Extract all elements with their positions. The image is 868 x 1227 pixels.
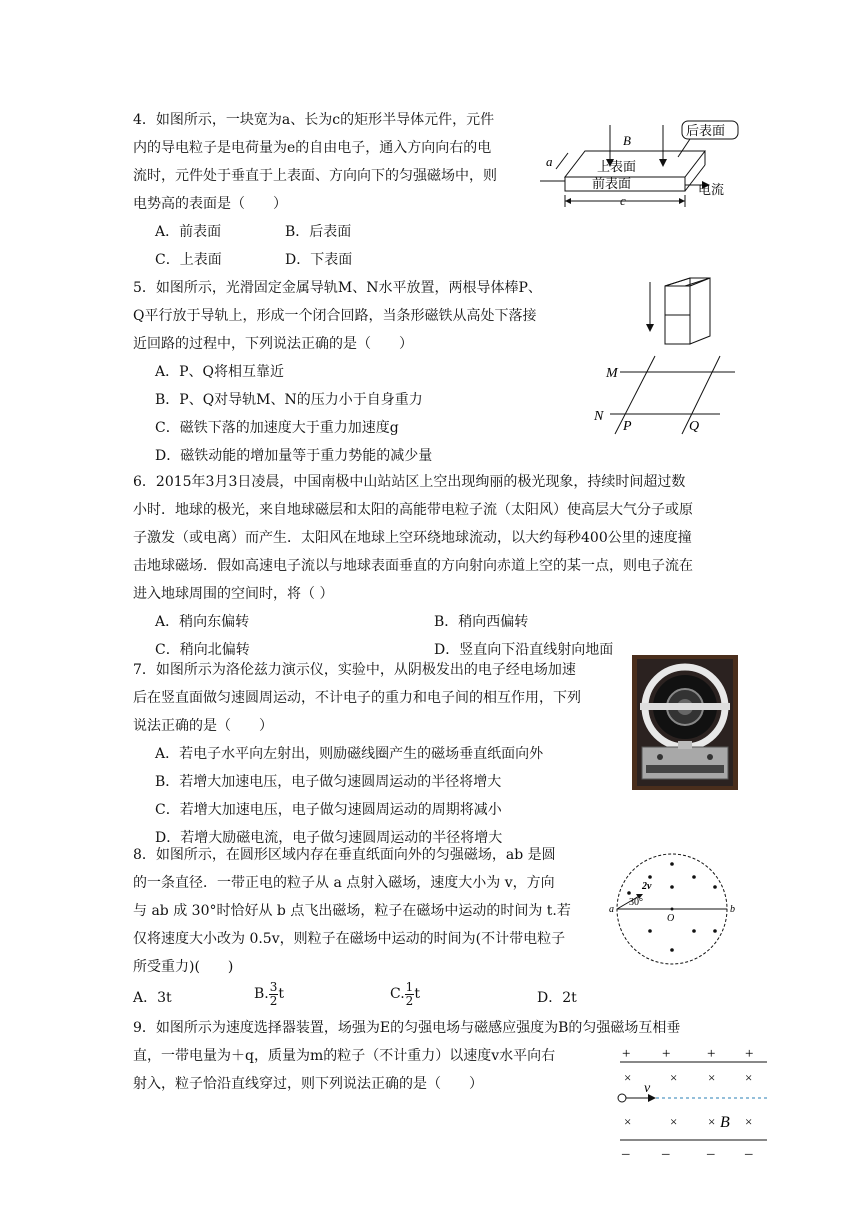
- q8-option-c-den: 2: [405, 993, 414, 1008]
- q8-option-c-prefix: C.: [390, 986, 405, 1002]
- q9-cross-8: ×: [745, 1114, 753, 1129]
- q4-semiconductor-figure: [540, 115, 750, 215]
- q8-circular-field-figure: [605, 845, 745, 975]
- q4-option-c: C．上表面: [155, 252, 222, 268]
- q9-cross-7: ×: [708, 1114, 716, 1129]
- q4-option-d: D．下表面: [285, 252, 353, 268]
- q8-label-o: O: [667, 913, 675, 924]
- q4-label-back: 后表面: [686, 123, 726, 138]
- q8-line-3: 与 ab 成 30°时恰好从 b 点飞出磁场，粒子在磁场中运动的时间为 t.若: [133, 903, 571, 919]
- q9-velocity-selector-figure: [612, 1040, 772, 1160]
- q6-line-3: 子激发（或电离）而产生．太阳风在地球上空环绕地球流动，以大约每秒400公里的速度撞: [133, 530, 692, 546]
- q7-option-c: C．若增大加速电压，电子做匀速圆周运动的周期将减小: [155, 802, 502, 818]
- q8-line-4: 仅将速度大小改为 0.5v，则粒子在磁场中运动的时间为(不计带电粒子: [133, 931, 566, 947]
- q4-option-b: B．后表面: [285, 224, 352, 240]
- q8-option-c: [390, 980, 420, 1008]
- q9-label-v: v: [644, 1081, 651, 1096]
- q4-label-c: c: [620, 193, 626, 208]
- q5-option-d: D．磁铁动能的增加量等于重力势能的减少量: [155, 448, 433, 464]
- q8-option-c-fraction: [405, 981, 415, 1008]
- q6-option-b: B．稍向西偏转: [434, 614, 529, 630]
- q5-option-a: A．P、Q将相互靠近: [155, 364, 285, 380]
- q9-cross-4: ×: [745, 1070, 753, 1085]
- q5-label-q: Q: [689, 419, 700, 434]
- q6-line-2: 小时．地球的极光，来自地球磁层和太阳的高能带电粒子流（太阳风）使高层大气分子或原: [133, 502, 693, 518]
- q8-option-a: A．3t: [133, 990, 172, 1006]
- q7-lorentz-demonstrator-photo: [632, 655, 738, 790]
- q9-minus-4: –: [745, 1146, 753, 1160]
- q8-label-a: a: [609, 904, 614, 915]
- q5-magnet-rails-figure: [590, 274, 750, 444]
- q5-label-m: M: [606, 366, 618, 381]
- q5-line-3: 近回路的过程中，下列说法正确的是（ ）: [133, 336, 413, 352]
- q6-line-5: 进入地球周围的空间时，将（ ）: [133, 586, 334, 602]
- q8-option-b-prefix: B.: [254, 986, 269, 1002]
- q9-plus-1: +: [622, 1046, 631, 1062]
- q4-line-1: 4．如图所示，一块宽为a、长为c的矩形半导体元件，元件: [133, 112, 495, 128]
- q9-label-b: B: [720, 1114, 730, 1131]
- q8-option-c-num: 1: [405, 979, 414, 994]
- q4-option-a: A．前表面: [155, 224, 222, 240]
- q6-option-d: D．竖直向下沿直线射向地面: [434, 642, 614, 658]
- q4-label-top: 上表面: [597, 159, 637, 174]
- q4-label-b: B: [623, 133, 631, 148]
- q7-line-1: 7．如图所示为洛伦兹力演示仪，实验中，从阴极发出的电子经电场加速: [133, 662, 576, 678]
- q9-line-2: 直，一带电量为＋q，质量为m的粒子（不计重力）以速度v水平向右: [133, 1048, 556, 1064]
- q5-line-2: Q平行放于导轨上，形成一个闭合回路，当条形磁铁从高处下落接: [133, 308, 537, 324]
- q8-label-v: 2v: [642, 881, 652, 892]
- q8-option-b-den: 2: [269, 993, 278, 1008]
- q4-label-front: 前表面: [592, 176, 632, 191]
- q8-option-b: [254, 980, 284, 1008]
- q8-label-b: b: [730, 904, 735, 915]
- q9-cross-1: ×: [624, 1070, 632, 1085]
- q9-minus-3: –: [707, 1146, 715, 1160]
- q8-option-b-suffix: t: [278, 986, 285, 1002]
- q9-line-1: 9．如图所示为速度选择器装置，场强为E的匀强电场与磁感应强度为B的匀强磁场互相垂: [133, 1020, 681, 1036]
- q7-option-a: A．若电子水平向左射出，则励磁线圈产生的磁场垂直纸面向外: [155, 746, 544, 762]
- q5-option-b: B．P、Q对导轨M、N的压力小于自身重力: [155, 392, 423, 408]
- q5-label-p: P: [623, 419, 632, 434]
- q8-option-c-suffix: t: [414, 986, 420, 1002]
- q9-minus-2: –: [662, 1146, 670, 1160]
- q4-line-2: 内的导电粒子是电荷量为e的自由电子，通入方向向右的电: [133, 140, 492, 156]
- q9-plus-4: +: [745, 1046, 754, 1062]
- q9-plus-2: +: [662, 1046, 671, 1062]
- q8-option-b-num: 3: [269, 979, 278, 994]
- q9-cross-3: ×: [708, 1070, 716, 1085]
- q9-minus-1: –: [622, 1146, 630, 1160]
- q4-line-3: 流时，元件处于垂直于上表面、方向向下的匀强磁场中，则: [133, 168, 497, 184]
- q4-label-a: a: [546, 154, 553, 169]
- q8-line-5: 所受重力)( ): [133, 959, 234, 975]
- q9-plus-3: +: [707, 1046, 716, 1062]
- q6-line-1: 6．2015年3月3日凌晨，中国南极中山站站区上空出现绚丽的极光现象，持续时间超过数: [133, 474, 686, 490]
- q7-option-d: D．若增大励磁电流，电子做匀速圆周运动的半径将增大: [155, 830, 503, 846]
- q8-line-2: 的一条直径．一带正电的粒子从 a 点射入磁场，速度大小为 v，方向: [133, 875, 555, 891]
- q7-line-3: 说法正确的是（ ）: [133, 718, 273, 734]
- q9-cross-2: ×: [670, 1070, 678, 1085]
- q4-label-current: 电流: [698, 182, 725, 197]
- q6-line-4: 击地球磁场．假如高速电子流以与地球表面垂直的方向射向赤道上空的某一点，则电子流在: [133, 558, 693, 574]
- q6-option-c: C．稍向北偏转: [155, 642, 250, 658]
- q5-line-1: 5．如图所示，光滑固定金属导轨M、N水平放置，两根导体棒P、: [133, 280, 542, 296]
- q8-line-1: 8．如图所示，在圆形区域内存在垂直纸面向外的匀强磁场，ab 是圆: [133, 847, 556, 863]
- q6-option-a: A．稍向东偏转: [155, 614, 250, 630]
- q5-label-n: N: [594, 409, 604, 424]
- q9-cross-5: ×: [624, 1114, 632, 1129]
- q7-option-b: B．若增大加速电压，电子做匀速圆周运动的半径将增大: [155, 774, 502, 790]
- q4-line-4: 电势高的表面是（ ）: [133, 196, 287, 212]
- q7-line-2: 后在竖直面做匀速圆周运动，不计电子的重力和电子间的相互作用，下列: [133, 690, 581, 706]
- q8-label-angle: 30°: [629, 897, 643, 908]
- q5-option-c: C．磁铁下落的加速度大于重力加速度g: [155, 420, 399, 436]
- q8-option-b-fraction: [269, 981, 279, 1008]
- q9-cross-6: ×: [670, 1114, 678, 1129]
- q8-option-d: D．2t: [537, 990, 577, 1006]
- q9-line-3: 射入，粒子恰沿直线穿过，则下列说法正确的是（ ）: [133, 1076, 483, 1092]
